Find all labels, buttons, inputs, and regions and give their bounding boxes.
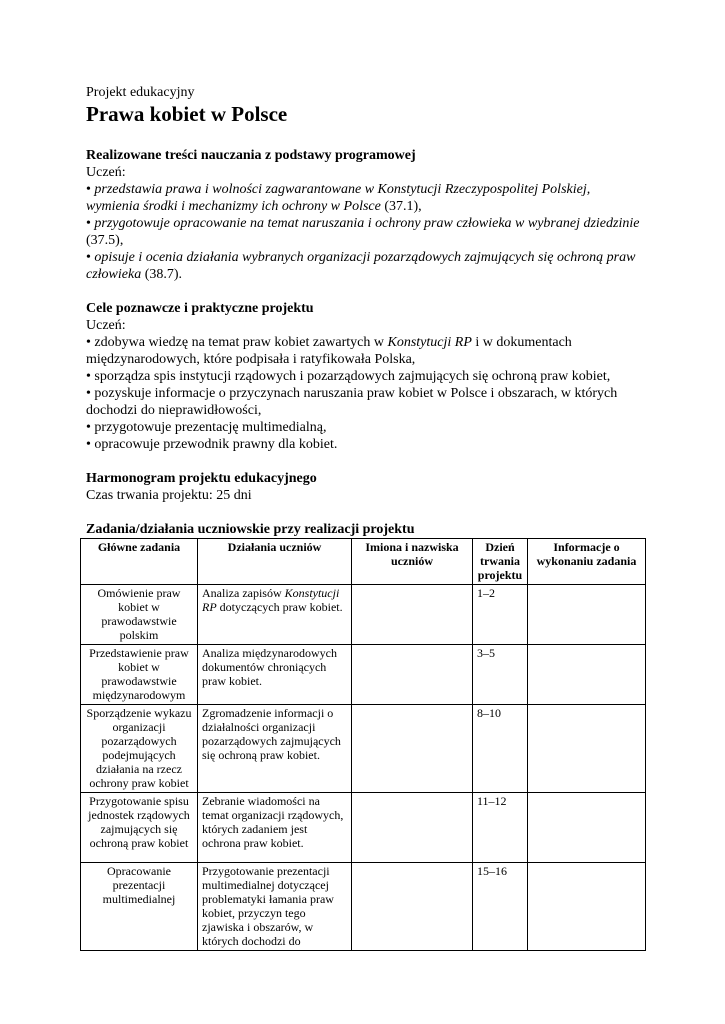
table-cell-task: Omówienie praw kobiet w prawodawstwie polskim [81, 585, 198, 645]
table-cell-task: Opracowanie prezentacji multimedialnej [81, 863, 198, 951]
list-item-text: przedstawia prawa i wolności zagwarantowane w Konstytucji Rzeczypospolitej Polskiej, wymienia środki i mechanizmy ich ochrony w Polsce [86, 182, 591, 214]
table-header-row [81, 539, 646, 585]
column-header: Działania uczniów [198, 539, 352, 585]
section-intro: Uczeń: [86, 165, 126, 180]
bullet: • [86, 182, 95, 197]
list-item-text: • zdobywa wiedzę na temat praw kobiet zawartych w [86, 335, 388, 350]
table-cell-days: 11–12 [473, 793, 528, 863]
list-item [86, 249, 646, 283]
table-cell-action: Zebranie wiadomości na temat organizacji rządowych, których zadaniem jest ochrona praw kobiet. [198, 793, 352, 863]
section-intro: Uczeń: [86, 318, 126, 333]
list-item-text: opisuje i ocenia działania wybranych organizacji pozarządowych zajmujących się ochroną praw człowieka [86, 250, 636, 282]
list-item [86, 215, 646, 249]
cell-text: Analiza zapisów [202, 586, 285, 600]
table-row [81, 705, 646, 793]
table-cell-days: 8–10 [473, 705, 528, 793]
list-item [86, 181, 646, 215]
section-goals [86, 300, 646, 453]
section-heading: Cele poznawcze i praktyczne projektu [86, 301, 314, 316]
tasks-table [80, 538, 646, 951]
project-duration: Czas trwania projektu: 25 dni [86, 488, 252, 503]
section-heading: Realizowane treści nauczania z podstawy programowej [86, 148, 416, 163]
table-cell-info [528, 585, 646, 645]
list-item-ref: (37.1), [380, 199, 422, 214]
table-cell-names [352, 645, 473, 705]
list-item: • przygotowuje prezentację multimedialną, [86, 420, 327, 435]
column-header: Imiona i nazwiska uczniów [352, 539, 473, 585]
table-row [81, 793, 646, 863]
table-cell-action: Zgromadzenie informacji o działalności organizacji pozarządowych zajmujących się ochroną praw kobiet. [198, 705, 352, 793]
table-cell-days: 3–5 [473, 645, 528, 705]
list-item-ref: (38.7). [141, 267, 183, 282]
column-header: Informacje o wykonaniu zadania [528, 539, 646, 585]
cell-text: dotyczących praw kobiet. [216, 600, 343, 614]
table-cell-action: Analiza międzynarodowych dokumentów chroniących praw kobiet. [198, 645, 352, 705]
table-cell-info [528, 645, 646, 705]
list-item [86, 334, 646, 368]
table-cell-info [528, 793, 646, 863]
table-cell-action: Przygotowanie prezentacji multimedialnej dotyczącej problematyki łamania praw kobiet, przyczyn tego zjawiska i obszarów, w których dochodzi do [198, 863, 352, 951]
column-header: Główne zadania [81, 539, 198, 585]
table-cell-names [352, 863, 473, 951]
table-title: Zadania/działania uczniowskie przy realizacji projektu [86, 522, 415, 537]
bullet: • [86, 216, 95, 231]
list-item: • pozyskuje informacje o przyczynach naruszania praw kobiet w Polsce i obszarach, w których dochodzi do nieprawidłowości, [86, 386, 618, 418]
column-header: Dzień trwania projektu [473, 539, 528, 585]
list-item: • opracowuje przewodnik prawny dla kobiet. [86, 437, 338, 452]
list-item-text: przygotowuje opracowanie na temat naruszania i ochrony praw człowieka w wybranej dziedzinie [94, 216, 640, 231]
table-cell-task: Sporządzenie wykazu organizacji pozarządowych podejmujących działania na rzecz ochrony praw kobiet [81, 705, 198, 793]
table-cell-info [528, 863, 646, 951]
list-item: • sporządza spis instytucji rządowych i pozarządowych zajmujących się ochroną praw kobiet, [86, 369, 611, 384]
table-cell-names [352, 585, 473, 645]
table-cell-days: 15–16 [473, 863, 528, 951]
section-curriculum [86, 147, 646, 283]
table-cell-names [352, 793, 473, 863]
bullet: • [86, 250, 95, 265]
document-title: Prawa kobiet w Polsce [86, 102, 288, 126]
table-row [81, 863, 646, 951]
table-cell-task: Przygotowanie spisu jednostek rządowych zajmujących się ochroną praw kobiet [81, 793, 198, 863]
document-page [86, 84, 646, 504]
table-cell-task: Przedstawienie praw kobiet w prawodawstwie międzynarodowym [81, 645, 198, 705]
section-schedule [86, 470, 646, 504]
list-item-text: i w dokumentach międzynarodowych, które podpisała i ratyfikowała Polska, [86, 335, 572, 367]
table-cell-days: 1–2 [473, 585, 528, 645]
list-item-emphasis: Konstytucji RP [387, 335, 472, 350]
cell-emphasis: Konstytucji RP [202, 586, 340, 614]
table-row [81, 585, 646, 645]
table-cell-action [198, 585, 352, 645]
table-cell-names [352, 705, 473, 793]
list-item-ref: (37.5), [86, 233, 124, 248]
document-kicker: Projekt edukacyjny [86, 85, 195, 100]
table-cell-info [528, 705, 646, 793]
table-row [81, 645, 646, 705]
section-heading: Harmonogram projektu edukacyjnego [86, 471, 317, 486]
